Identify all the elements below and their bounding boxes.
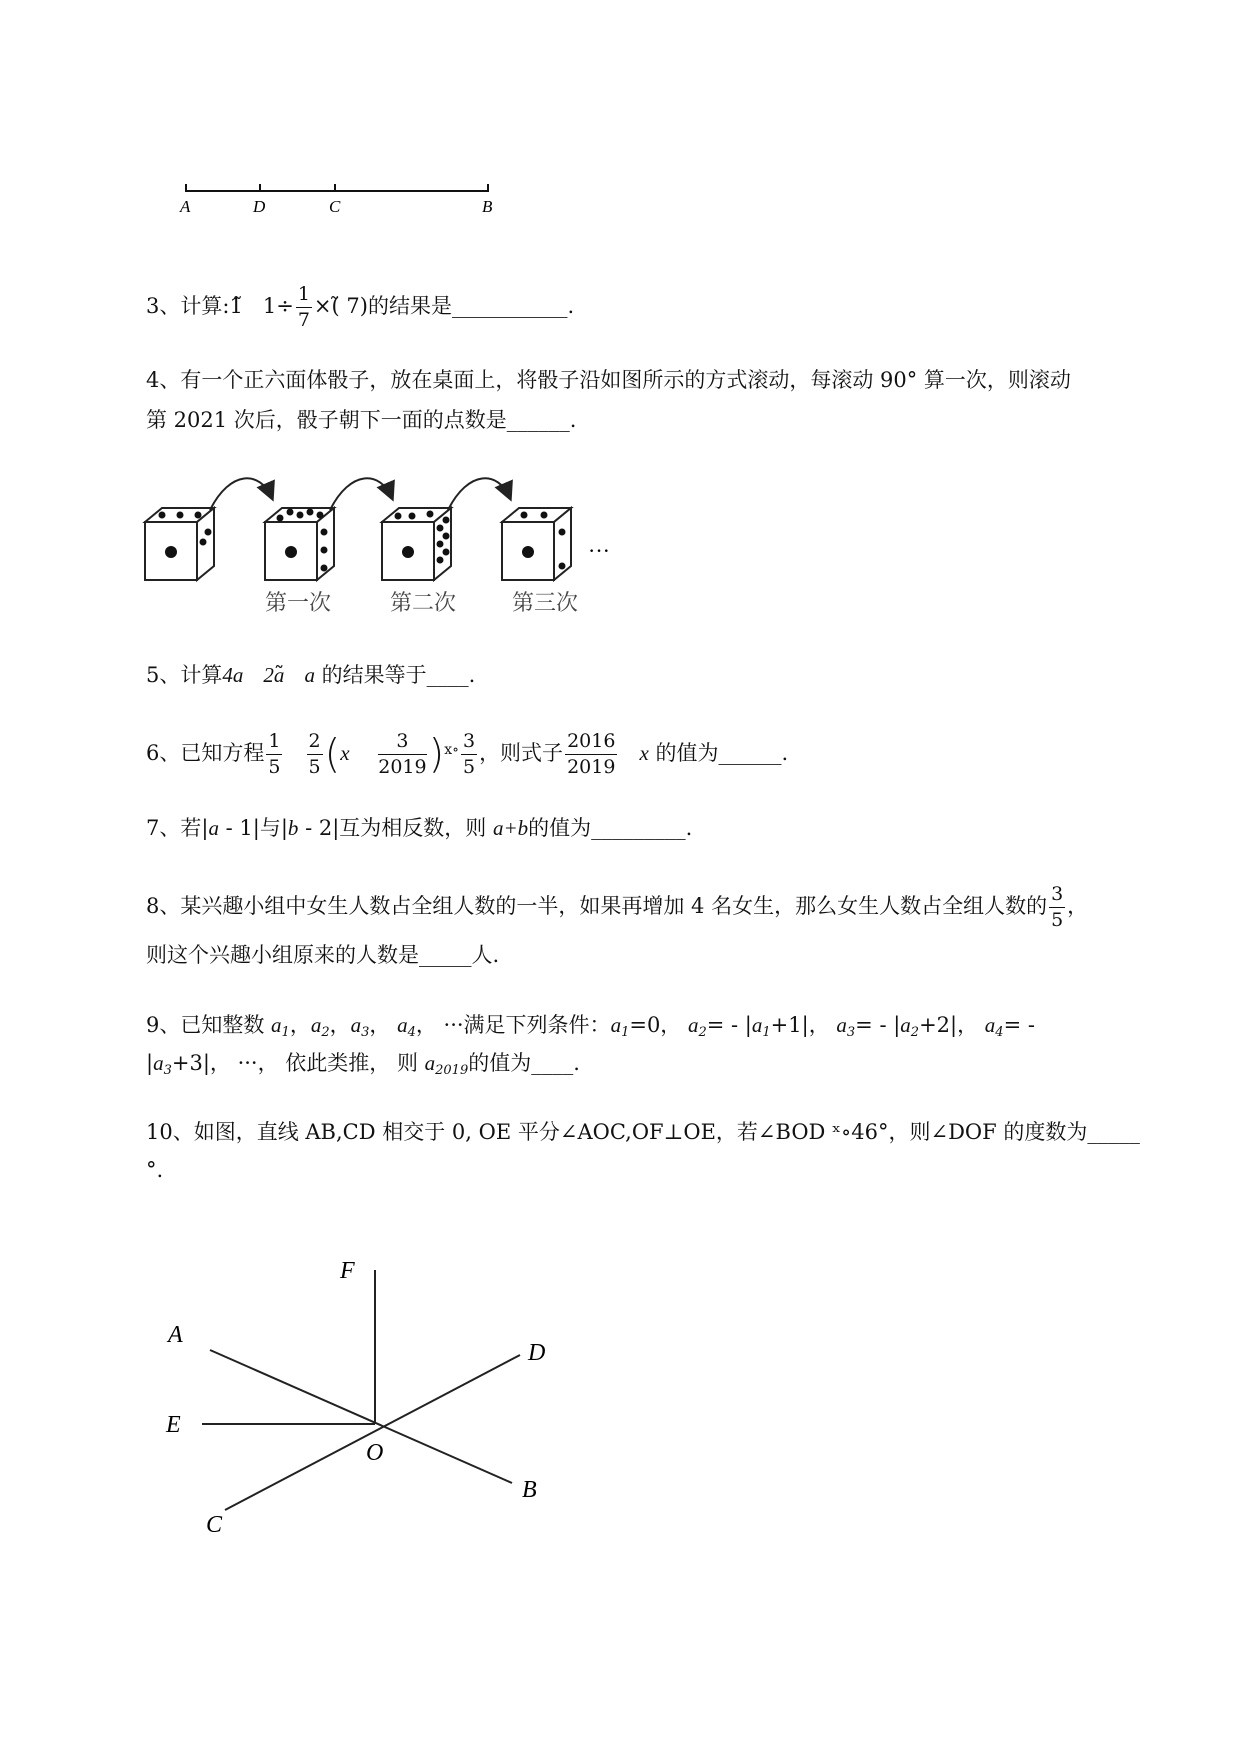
dice-ellipsis: ··· bbox=[588, 538, 610, 563]
roll-arrow-3 bbox=[448, 478, 510, 510]
q4-end: . bbox=[569, 408, 577, 432]
die-first-roll bbox=[265, 508, 334, 580]
q8-line1-text: 8、某兴趣小组中女生人数占全组人数的一半，如果再增加 4 名女生，那么女生人数占全组人数的 bbox=[146, 894, 1048, 918]
question-9-line-1: 9、已知整数 $a_1$，$a_2$，$a_3$， $a_4$， ···满足下列条件：$a_1=0$， $a_2= - |a_1+1|$， $a_3= - |a_2+2|$， $a_4=$ - bbox=[146, 1013, 1035, 1040]
q10-blank: _____ bbox=[1087, 1120, 1140, 1144]
q7-b: b bbox=[287, 816, 299, 840]
q5-prefix: 5、计算 bbox=[146, 663, 223, 687]
label-o: O bbox=[366, 1440, 384, 1466]
die-third-roll bbox=[502, 508, 571, 580]
q3-end: . bbox=[567, 294, 575, 318]
label-b: B bbox=[522, 1477, 537, 1503]
q7-suffix: 的值为 bbox=[528, 816, 592, 840]
q6-suffix: 的值为 bbox=[655, 741, 719, 765]
label-e: E bbox=[166, 1412, 181, 1438]
q5-suffix: 的结果等于 bbox=[321, 663, 427, 687]
q6-x: x bbox=[340, 741, 350, 765]
label-c: C bbox=[206, 1512, 223, 1538]
q3-suffix: 的结果是 bbox=[367, 294, 452, 318]
roll-arrow-2 bbox=[330, 478, 392, 510]
q3-glyph-2: 1÷ bbox=[262, 294, 294, 318]
label-d: D bbox=[253, 197, 266, 216]
dice-label-second: 第二次 bbox=[390, 591, 457, 616]
q7-blank: _________ bbox=[591, 816, 686, 840]
q8-line2-text: 则这个兴趣小组原来的人数是 bbox=[146, 943, 419, 967]
q5-term-2: 2a bbox=[263, 663, 285, 687]
question-10-line-1 bbox=[146, 1117, 1140, 1147]
label-a: A bbox=[168, 1322, 183, 1348]
q6-fraction-3: $\frac{3}{2019}$ bbox=[378, 730, 427, 778]
q6-prefix: 6、已知方程 bbox=[146, 741, 265, 765]
question-10-line-2: °. bbox=[146, 1158, 164, 1182]
dice-label-third: 第三次 bbox=[512, 591, 579, 616]
q3-prefix: 3、计算: bbox=[146, 294, 230, 318]
q5-end: . bbox=[468, 663, 476, 687]
q3-glyph-1: 1̃ bbox=[229, 294, 243, 318]
q8-blank: _____ bbox=[419, 943, 472, 967]
q6-fraction-1: $\frac{1}{5}$ bbox=[268, 730, 281, 778]
q4-blank: ______ bbox=[506, 408, 570, 432]
q10-line1-text: 10、如图，直线 AB,CD 相交于 0, OE 平分∠AOC,OF⊥OE，若∠BOD ˣ∘46°，则∠DOF 的度数为 bbox=[146, 1120, 1088, 1144]
q7-a: a bbox=[208, 816, 219, 840]
q6-mid-glyph: ⅹ∘ bbox=[444, 742, 459, 758]
question-4-line-1: 4、有一个正六面体骰子，放在桌面上，将骰子沿如图所示的方式滚动，每滚动 90° 算一次，则滚动 bbox=[146, 368, 1071, 392]
question-4-line-2 bbox=[146, 405, 576, 435]
q7-end: . bbox=[685, 816, 693, 840]
q7-mid-1: - 1|与| bbox=[218, 816, 288, 840]
q6-mid: ，则式子 bbox=[479, 741, 564, 765]
q6-fraction-4: $\frac{3}{5}$ bbox=[462, 730, 476, 778]
question-8-line-1 bbox=[146, 885, 1088, 930]
q4-line2-text: 第 2021 次后，骰子朝下一面的点数是 bbox=[146, 408, 507, 432]
q5-term-1: 4a bbox=[222, 663, 244, 687]
q8-fraction: $\frac{3}{5}$ bbox=[1051, 883, 1064, 931]
q3-fraction: $\frac{1}{7}$ bbox=[297, 283, 310, 331]
label-d: D bbox=[528, 1340, 546, 1366]
q5-term-3: a bbox=[304, 663, 315, 687]
angle-figure bbox=[150, 1240, 570, 1550]
q8-comma: ， bbox=[1067, 894, 1089, 918]
question-6: 6、已知方程 $\frac{1}{5}$ $\frac{2}{5}$ (x $\frac{3}{2019}$ )$^{ⅹ\circ}$ $\frac{3}{5}$ ，则式子 $\frac{2016}{2019}$ x 的值为______. bbox=[146, 730, 789, 778]
dice-figure bbox=[140, 470, 660, 620]
question-3 bbox=[146, 285, 574, 330]
q3-blank: ___________ bbox=[451, 294, 568, 318]
q6-blank: ______ bbox=[718, 741, 782, 765]
q7-mid-2: - 2|互为相反数，则 bbox=[298, 816, 493, 840]
q6-x2: x bbox=[639, 741, 649, 765]
label-a: A bbox=[180, 197, 191, 216]
question-8-line-2 bbox=[146, 940, 499, 970]
q7-prefix: 7、若| bbox=[146, 816, 209, 840]
q6-fraction-2: $\frac{2}{5}$ bbox=[308, 730, 321, 778]
q6-end: . bbox=[781, 741, 789, 765]
label-c: C bbox=[329, 197, 341, 216]
q7-a-plus-b: a+b bbox=[492, 816, 529, 840]
q3-glyph-3: ×(̃ bbox=[313, 294, 340, 318]
line-cd bbox=[225, 1355, 520, 1510]
roll-arrow-1 bbox=[210, 478, 272, 510]
q3-glyph-4: 7) bbox=[346, 294, 368, 318]
question-5 bbox=[146, 660, 475, 690]
q8-end: 人. bbox=[471, 943, 500, 967]
q9-blank: ____ bbox=[531, 1051, 574, 1075]
question-7 bbox=[146, 813, 692, 843]
die-start bbox=[145, 508, 214, 580]
segment-figure bbox=[170, 175, 500, 225]
question-9-line-2: $|a_3+3|$， ···， 依此类推， 则 $a_{2019}$的值为____. bbox=[146, 1051, 580, 1078]
q5-blank: ____ bbox=[426, 663, 469, 687]
q6-fraction-5: $\frac{2016}{2019}$ bbox=[567, 730, 616, 778]
label-f: F bbox=[340, 1258, 355, 1284]
dice-label-first: 第一次 bbox=[265, 591, 332, 616]
line-ab bbox=[210, 1350, 512, 1483]
label-b: B bbox=[482, 197, 493, 216]
die-second-roll bbox=[382, 508, 451, 580]
